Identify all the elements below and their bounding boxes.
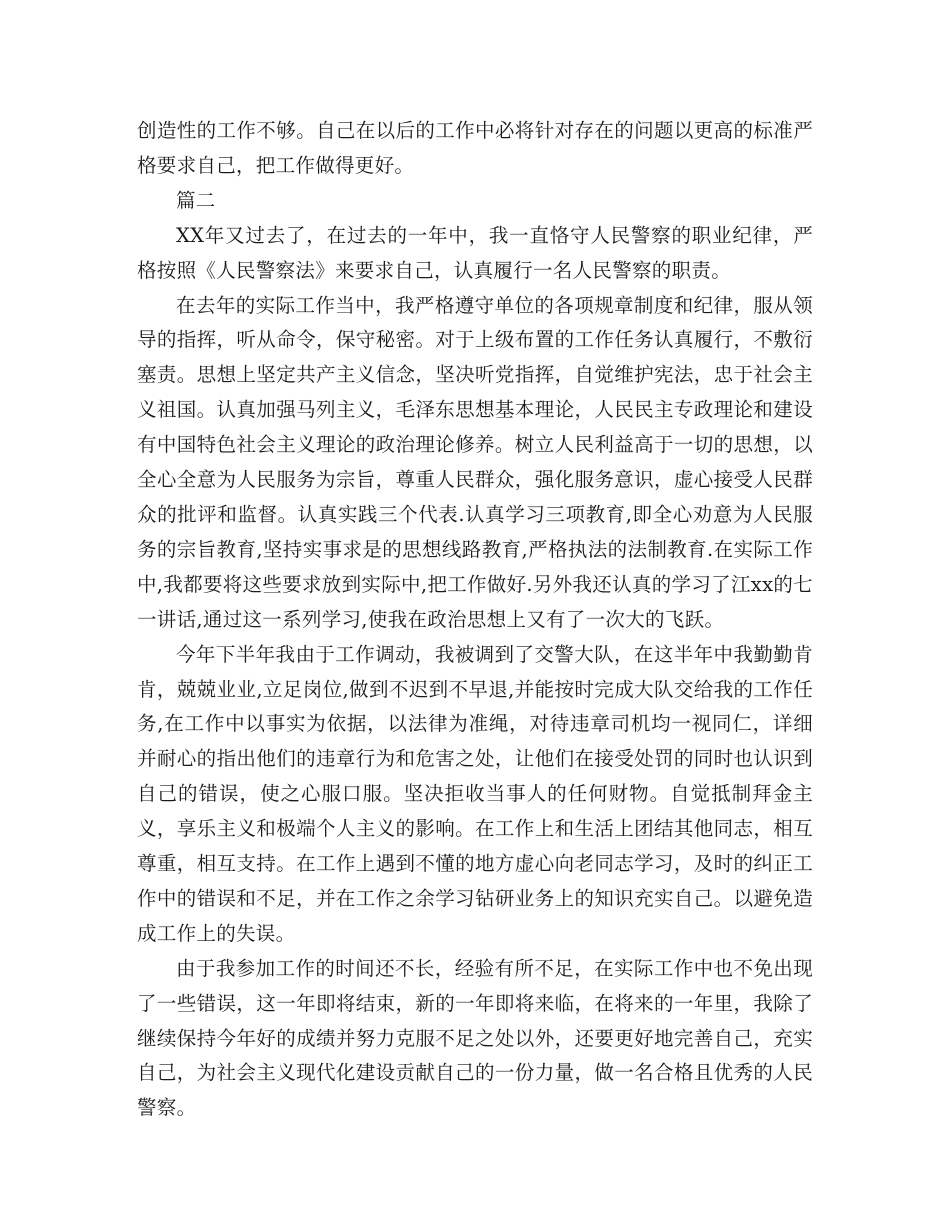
paragraph: 在去年的实际工作当中，我严格遵守单位的各项规章制度和纪律，服从领导的指挥，听从命令，保守秘密。对于上级布置的工作任务认真履行，不敷衍塞责。思想上坚定共产主义信念，坚决听党指挥，自觉维护宪法，忠于社会主义祖国。认真加强马列主义，毛泽东思想基本理论，人民民主专政理论和建设有中国特色社会主义理论的政治理论修养。树立人民利益高于一切的思想，以全心全意为人民服务为宗旨，尊重人民群众，强化服务意识，虚心接受人民群众的批评和监督。认真实践三个代表.认真学习三项教育,即全心劝意为人民服务的宗旨教育,坚持实事求是的思想线路教育,严格执法的法制教育.在实际工作中,我都要将这些要求放到实际中,把工作做好.另外我还认真的学习了江xx的七一讲话,通过这一系列学习,使我在政治思想上又有了一次大的飞跃。 [137,293,813,631]
section-heading: 篇二 [176,188,216,212]
paragraph: 今年下半年我由于工作调动，我被调到了交警大队，在这半年中我勤勤肯肯，兢兢业业,立足岗位,做到不迟到不早退,并能按时完成大队交给我的工作任务,在工作中以事实为依据，以法律为准绳，对待违章司机均一视同仁，详细并耐心的指出他们的违章行为和危害之处，让他们在接受处罚的同时也认识到自己的错误，使之心服口服。坚决拒收当事人的任何财物。自觉抵制拜金主义，享乐主义和极端个人主义的影响。在工作上和生活上团结其他同志，相互尊重，相互支持。在工作上遇到不懂的地方虚心向老同志学习，及时的纠正工作中的错误和不足，并在工作之余学习钻研业务上的知识充实自己。以避免造成工作上的失误。 [137,642,813,945]
paragraph: 由于我参加工作的时间还不长，经验有所不足，在实际工作中也不免出现了一些错误，这一年即将结束，新的一年即将来临，在将来的一年里，我除了继续保持今年好的成绩并努力克服不足之处以外，还要更好地完善自己，充实自己，为社会主义现代化建设贡献自己的一份力量，做一名合格且优秀的人民警察。 [137,956,813,1120]
paragraph: XX年又过去了，在过去的一年中，我一直恪守人民警察的职业纪律，严格按照《人民警察法》来要求自己，认真履行一名人民警察的职责。 [137,223,813,282]
document-body [137,114,813,1126]
paragraph-continuation: 创造性的工作不够。自己在以后的工作中必将针对存在的问题以更高的标准严格要求自己，把工作做得更好。 [137,119,813,177]
